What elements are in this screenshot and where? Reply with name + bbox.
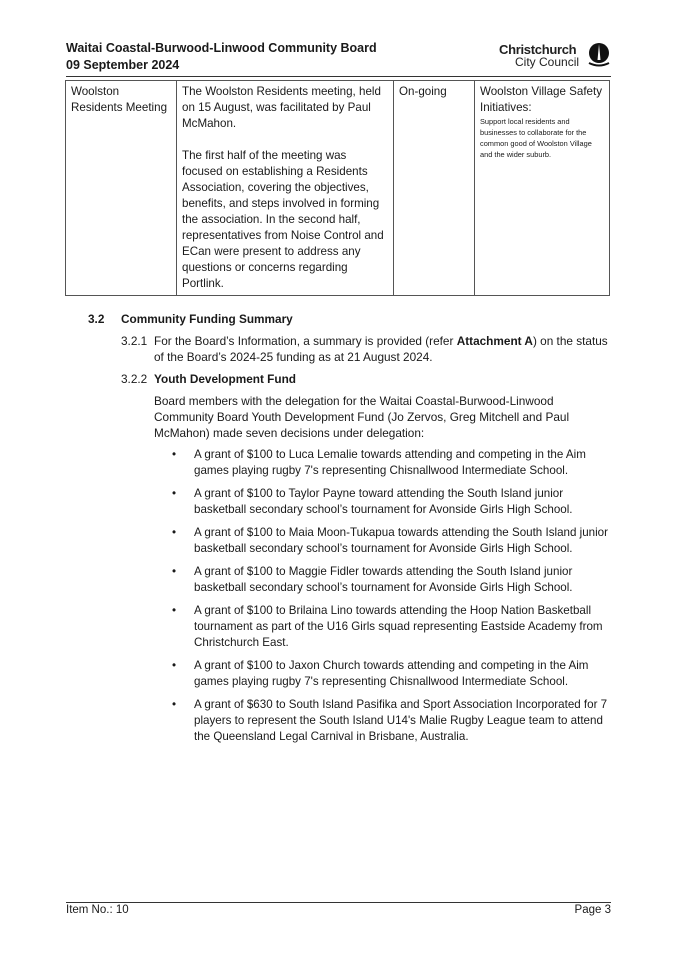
list-item — [154, 658, 614, 690]
page-footer — [66, 902, 611, 916]
bullet-icon: • — [172, 659, 177, 672]
row-description — [177, 81, 394, 296]
board-name: Waitai Coastal-Burwood-Linwood Community Board — [66, 41, 377, 55]
item-number: Item No.: 10 — [66, 904, 129, 916]
grant-text: A grant of $100 to Jaxon Church towards attending and competing in the Aim games playing rugby 7's representing Chisnallwood Intermediate School. — [194, 659, 589, 688]
row-status: On-going — [394, 81, 475, 296]
table-row — [66, 81, 610, 296]
bullet-icon: • — [172, 448, 177, 461]
bullet-icon: • — [172, 698, 177, 711]
grant-text: A grant of $630 to South Island Pasifika and Sport Association Incorporated for 7 players to represent the South Island U14's Malie Rugby League team to attend the Queensland Legal Carnival in Brisbane, Australia. — [194, 698, 608, 743]
section-3-2-1-number: 3.2.1 — [121, 334, 148, 348]
list-item — [154, 697, 614, 745]
logo-text-line2: City Council — [515, 55, 580, 69]
section-3-2-title: Community Funding Summary — [121, 312, 293, 326]
initiative-detail: Support local residents and businesses to collaborate for the common good of Woolston Village and the wider suburb. — [480, 117, 592, 159]
attachment-a-reference: Attachment A — [456, 334, 533, 348]
s321-text-after: ) on the status of the Board’s 2024-25 funding as at 21 August 2024. — [154, 334, 608, 364]
section-3-2-2-number: 3.2.2 — [121, 372, 148, 386]
bullet-icon: • — [172, 604, 177, 617]
grant-text: A grant of $100 to Maggie Fidler towards attending the South Island junior basketball secondary school’s tournament for Avonside Girls High School. — [194, 565, 573, 594]
list-item — [154, 564, 614, 596]
section-3-2-1-text — [154, 333, 614, 365]
bullet-icon: • — [172, 565, 177, 578]
page-number: Page 3 — [574, 904, 611, 916]
initiative-title: Woolston Village Safety Initiatives: — [480, 85, 603, 114]
section-3-2-2-title: Youth Development Fund — [154, 372, 296, 386]
council-logo — [499, 42, 611, 72]
row-initiative — [475, 81, 610, 296]
bullet-icon: • — [172, 487, 177, 500]
section-3-2-number: 3.2 — [88, 312, 105, 326]
page-header — [66, 40, 611, 77]
row-name: Woolston Residents Meeting — [66, 81, 177, 296]
bullet-icon: • — [172, 526, 177, 539]
activity-table — [65, 80, 610, 296]
list-item — [154, 447, 614, 479]
grant-text: A grant of $100 to Luca Lemalie towards attending and competing in the Aim games playing rugby 7's representing Chisnallwood Intermediate School. — [194, 448, 586, 477]
description-paragraph-2: The first half of the meeting was focused on establishing a Residents Association, covering the objectives, benefits, and steps involved in forming the association. In the second half, representatives from Noise Control and ECan were present to address any questions or concerns regarding Portlink. — [182, 149, 384, 290]
christchurch-city-council-emblem-icon — [587, 42, 611, 68]
s321-text-before: For the Board’s Information, a summary is provided (refer — [154, 334, 457, 348]
meeting-date: 09 September 2024 — [66, 58, 180, 72]
grant-list — [154, 447, 614, 752]
grant-text: A grant of $100 to Maia Moon-Tukapua towards attending the South Island junior basketball secondary school’s tournament for Avonside Girls High School. — [194, 526, 608, 555]
logo-text-line1: Christchurch — [499, 42, 577, 57]
list-item — [154, 486, 614, 518]
grant-text: A grant of $100 to Taylor Payne toward attending the South Island junior basketball secondary school’s tournament for Avonside Girls High School. — [194, 487, 573, 516]
section-3-2-2-intro: Board members with the delegation for the Waitai Coastal-Burwood-Linwood Community Board Youth Development Fund (Jo Zervos, Greg Mitchell and Paul McMahon) made seven decisions under delegation: — [154, 394, 570, 440]
list-item — [154, 603, 614, 651]
description-paragraph-1: The Woolston Residents meeting, held on 15 August, was facilitated by Paul McMahon. — [182, 85, 381, 130]
list-item — [154, 525, 614, 557]
grant-text: A grant of $100 to Brilaina Lino towards attending the Hoop Nation Basketball tournament as part of the U16 Girls squad representing Eastside Academy from Christchurch East. — [194, 604, 603, 649]
